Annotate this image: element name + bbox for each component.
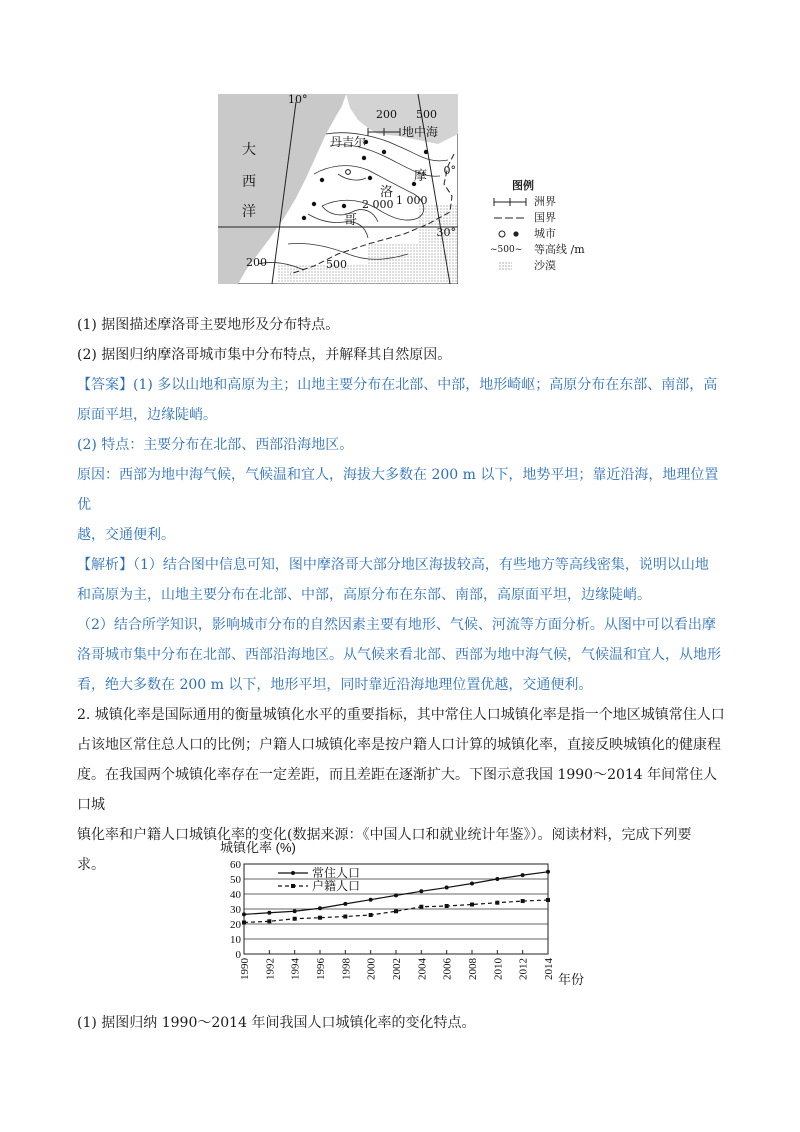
map-label-contour-500b: 500 [326,258,347,271]
point-resident [369,898,373,902]
legend-label-registered: 户籍人口 [312,879,361,893]
analysis-1a: （1）结合图中信息可知，图中摩洛哥大部分地区海拔较高，有些地方等高线密集，说明以山地 [133,557,709,573]
map-label-country-2: 洛 [380,185,394,200]
continent-boundary-icon [490,195,530,209]
point-resident [521,873,525,877]
analysis-tag: 【解析】 [77,557,133,573]
legend-title: 图例 [512,179,534,192]
map-legend [490,178,600,274]
map-label-contour-200b: 200 [246,256,267,269]
q2-intro-c: 度。在我国两个城镇化率存在一定差距，而且差距在逐渐扩大。下图示意我国 1990～2014 年间常住人口城 [77,767,718,813]
morocco-map [218,94,458,284]
q1-analysis-2c: 看，绝大多数在 200 m 以下，地形平坦，同时靠近沿海地理位置优越，交通便利。 [77,677,593,693]
legend-item-contour [490,242,600,258]
point-registered [495,901,499,905]
point-resident [267,911,271,915]
map-label-country-1: 摩 [414,169,428,184]
point-registered [343,915,347,919]
legend-marker-registered [291,884,295,888]
y-tick-label: 10 [230,934,241,946]
map-label-lat-30: 30° [436,226,456,239]
q1-sub1: (1) 据图描述摩洛哥主要地形及分布特点。 [77,317,340,333]
point-resident [419,889,423,893]
city-icon [490,227,530,241]
x-tick-label: 2008 [467,958,479,980]
x-axis-label: 年份 [558,972,585,987]
point-resident [343,902,347,906]
map-label-ocean-2: 西 [242,174,256,190]
x-tick-label: 2010 [492,958,505,980]
y-tick-label: 40 [230,889,241,901]
x-tick-label: 1990 [239,958,251,980]
y-axis-label: 城镇化率 (%) [220,840,296,855]
desert-icon [490,259,530,273]
q1-analysis-line1 [77,550,727,580]
point-resident [293,909,297,913]
answer-1a: (1) 多以山地和高原为主；山地主要分布在北部、中部，地形崎岖；高原分布在东部、南部，高 [133,377,718,393]
point-registered [546,898,550,902]
legend-item-border [490,210,600,226]
x-tick-label: 1998 [340,958,353,980]
legend-item-continent [490,194,600,210]
point-resident [242,912,246,916]
point-resident [445,886,449,890]
answer-tag: 【答案】 [77,377,133,393]
q2-sub1: (1) 据图归纳 1990～2014 年间我国人口城镇化率的变化特点。 [77,1015,476,1031]
series-line-resident [244,872,548,915]
q1-answer-1b: 原面平坦，边缘陡峭。 [77,407,217,423]
question-2-sub [77,1008,727,1038]
x-tick-label: 2002 [391,958,403,980]
point-registered [445,904,449,908]
q1-analysis-2a: （2）结合所学知识，影响城市分布的自然因素主要有地形、气候、河流等方面分析。从图中可以看出摩 [77,617,716,633]
q1-sub2: (2) 据图归纳摩洛哥城市集中分布特点，并解释其自然原因。 [77,347,452,363]
y-tick-label: 30 [230,904,241,916]
legend-label-continent: 洲界 [534,195,556,208]
q2-intro-d: 镇化率和户籍人口城镇化率的变化(数据来源：《中国人口和就业统计年鉴》）。阅读材料，完成下列要 [77,827,692,843]
q1-reason-b: 越，交通便利。 [77,527,175,543]
y-tick-label: 50 [230,874,241,886]
legend-label-border: 国界 [534,211,556,224]
map-label-lon-0: 0° [443,164,456,177]
point-registered [293,917,297,921]
point-registered [267,919,271,923]
map-label-ocean-1: 大 [242,142,256,158]
legend-marker-resident [291,871,295,875]
legend-label-city: 城市 [534,227,556,240]
point-resident [394,893,398,897]
point-registered [318,916,322,920]
point-resident [495,877,499,881]
point-registered [242,921,246,925]
legend-label-resident: 常住人口 [312,866,361,880]
q2-intro-b: 占该地区常住总人口的比例；户籍人口城镇化率是按户籍人口计算的城镇化率，直接反映城镇化的健康程 [77,737,721,753]
map-label-contour-1000: 1 000 [396,194,428,207]
urbanization-chart [218,838,598,998]
x-tick-label: 2012 [517,958,530,980]
q1-analysis-2b: 洛哥城市集中分布在北部、西部沿海地区。从气候来看北部、西部为地中海气候，气候温和宜人，从地形 [77,647,721,663]
map-label-sea: 地中海 [402,125,439,139]
point-registered [369,913,373,917]
q2-intro-a: 2. 城镇化率是国际通用的衡量城镇化水平的重要指标，其中常住人口城镇化率是指一个地区城镇常住人口 [77,707,725,723]
point-registered [419,905,423,909]
map-label-contour-200a: 200 [376,108,397,121]
x-tick-label: 2014 [543,958,555,980]
legend-item-city [490,226,600,242]
x-tick-label: 2000 [365,958,378,980]
question-1-block [77,310,727,880]
point-resident [546,870,550,874]
legend-label-desert: 沙漠 [534,259,556,272]
q1-analysis-1b: 和高原为主，山地主要分布在北部、中部，高原分布在东部、南部，高原面平坦，边缘陡峭。 [77,587,651,603]
point-resident [470,882,474,886]
y-tick-label: 0 [235,949,241,961]
point-registered [521,899,525,903]
y-tick-label: 20 [230,919,241,931]
q2-intro-e: 求。 [77,857,105,873]
x-tick-label: 1996 [315,958,327,980]
contour-line-icon: ~500~ [490,245,523,255]
x-tick-label: 2006 [441,958,454,980]
national-border-icon [490,211,530,225]
map-label-tanger: 丹吉尔 [330,135,367,149]
point-registered [470,903,474,907]
y-tick-label: 60 [230,859,241,871]
map-label-country-3: 哥 [344,213,358,228]
x-tick-label: 1992 [264,958,277,980]
legend-item-desert [490,258,600,274]
x-tick-label: 2004 [416,958,429,980]
map-label-contour-2000: 2 000 [362,198,394,211]
point-resident [318,906,322,910]
point-registered [394,909,398,913]
legend-label-contour: 等高线 /m [534,243,585,256]
q1-answer-2: (2) 特点：主要分布在北部、西部沿海地区。 [77,437,354,453]
map-label-lon-10: 10° [288,94,308,106]
map-label-ocean-3: 洋 [242,204,256,220]
q1-reason-a: 原因：西部为地中海气候，气候温和宜人，海拔大多数在 200 m 以下，地势平坦；靠近沿海，地理位置优 [77,467,719,513]
q1-answer-line1 [77,370,727,400]
x-tick-label: 1994 [289,958,302,980]
map-label-contour-500a: 500 [416,108,437,121]
